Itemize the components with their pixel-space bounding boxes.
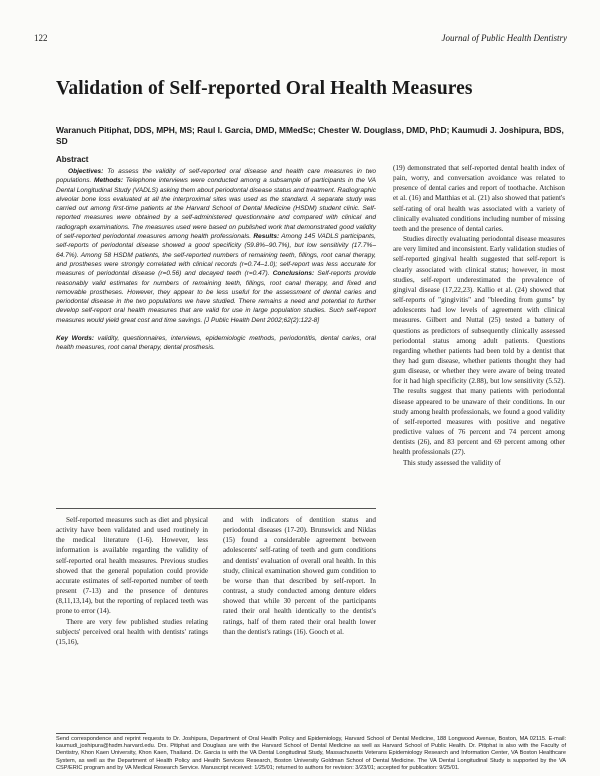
keywords-label: Key Words:: [56, 335, 95, 343]
page-number: 122: [34, 33, 48, 43]
results-label: Results:: [253, 233, 280, 241]
article-title: Validation of Self-reported Oral Health Measures: [56, 78, 473, 99]
abstract-divider: [56, 508, 376, 509]
body-paragraph: This study assessed the validity of: [403, 458, 501, 467]
body-column-right: [393, 163, 565, 468]
methods-text: Telephone interviews were conducted among a subsample of participants in the VA Dental Longitudinal Study (VADLS) asking them about periodontal disease status and treatment. Radiographic alveolar bone loss evaluated at all the interproximal sites was used as the standard. A separate study was carried out among first-time patients at the Harvard School of Dental Medicine (HSDM) student clinic. Self-reported measures were obtained by a self-administered questionnaire and compared with clinical and radiograph examinations. The measures used were based on published work that demonstrated good validity of self-reported periodontal measures among health professionals.: [56, 177, 376, 241]
author-list: Waranuch Pitiphat, DDS, MPH, MS; Raul I. Garcia, DMD, MMedSc; Chester W. Douglass, DMD, PhD; Kaumudi J. Joshipura, BDS, SD: [56, 125, 564, 146]
body-paragraph: Self-reported measures such as diet and physical activity have been validated and used routinely in the medical literature (1-6). However, less information is available regarding the validity of self-reported oral health measures. Previous studies showed that the general population could provide accurate estimates of self-reported number of teeth present (7-13) and the presence of dentures (8,11,13,14), but the reporting of replaced teeth was prone to error (14).: [56, 516, 208, 616]
footnote-divider: [56, 733, 146, 734]
journal-name: Journal of Public Health Dentistry: [441, 33, 567, 43]
body-paragraph: Studies directly evaluating periodontal disease measures are very limited and inconsistent. Early validation studies of self-reported gingival health suggested that self-report is clearly associated with clinical status; however, in most studies, self-report underestimated the prevalence of gingival disease (17,22,23). Kallio et al. (24) showed that self-reports of "gingivitis" and "bleeding from gums" by adolescents had low levels of agreement with clinical measures. Gilbert and Nuttal (25) tested a battery of questions as predictors of subsequently clinically assessed periodontal status among adult patients. Questions regarding whether patients had been told by a dentist that they had gum disease, whether patients thought they had gum disease, or whether they were aware of being treated for it had high specificity (2.88), but low sensitivity (5.52). The results suggest that many patients with periodontal disease appeared to be unaware of their conditions. In our study among health professionals, we found a good validity of self-reported measures with positive and negative predictive values of 76 percent and 74 percent among dentists (26), and 83 percent and 69 percent among other health professionals (27).: [393, 235, 565, 457]
body-paragraph: (19) demonstrated that self-reported dental health index of pain, worry, and conversation avoidance was related to presence of dental caries and report of toothache. Atchison et al. (16) and Matthias et al. (21) also showed that patient's self-rating of oral health was associated with a variety of clinically evaluated conditions including number of missing teeth and the presence of dental caries.: [393, 164, 565, 233]
abstract-heading: Abstract: [56, 155, 89, 164]
conclusions-label: Conclusions:: [272, 270, 315, 278]
body-paragraph: There are very few published studies relating subjects' perceived oral health with dentists' ratings (15,16),: [56, 617, 208, 646]
keywords-text: validity, questionnaires, interviews, epidemiologic methods, periodontitis, dental caries, oral health measures, root canal therapy, dental prosthesis.: [56, 335, 376, 352]
results-text: Among 145 VADLS participants, self-reports of periodontal disease showed a good specificity (59.8%–90.7%), but low sensitivity (17.7%–64.7%). Among 58 HSDM patients, the self-reported numbers of remaining teeth, fillings, root canal therapy, and prostheses were strongly correlated with clinical records (r=0.74–1.0); self-report was less accurate for measures of periodontal disease (r=0.56) and decayed teeth (r=0.47).: [56, 233, 376, 278]
conclusions-text: Self-reports provide reasonably valid estimates for numbers of remaining teeth, fillings, root canal therapy, and fixed and removable prostheses. However, they appear to be less useful for the assessment of dental caries and periodontal disease in the two populations we have studied. There remains a need and potential to further develop self-report oral health measures that are valid for use in large population studies. Such self-report measures would yield great cost and time savings. [J Public Health Dent 2002;62(2):122-8]: [56, 270, 376, 324]
body-paragraph: and with indicators of dentition status and periodontal diseases (17-20). Brunswick and Niklas (15) found a considerable agreement between adolescents' self-rating of teeth and gum conditions and dentists' evaluation of overall oral health. In this study, clinical examination showed gum condition to be worse than that described by self-report. In contrast, a study conducted among denture elders showed that while 30 percent of the participants rated their oral health identically to the dentist's ratings, half of them rated their oral health lower than the dentist's ratings (16). Gooch et al.: [223, 516, 376, 636]
correspondence-footnote: Send correspondence and reprint requests to Dr. Joshipura, Department of Oral Health Policy and Epidemiology, Harvard School of Dental Medicine, 188 Longwood Avenue, Boston, MA 02115. E-mail: kaumudi_joshipura@hsdm.harvard.edu. Drs. Pitiphat and Douglass are with the Harvard School of Dental Medicine as well as Harvard School of Public Health. Dr. Pitiphat is also with the Faculty of Dentistry, Khon Kaen University, Khon Kaen, Thailand. Dr. Garcia is with the VA Dental Longitudinal Study, Massachusetts Veterans Epidemiology Research and Information Center, VA Boston Healthcare System, as well as the Department of Health Policy and Health Services Research, Boston University Goldman School of Dental Medicine. The VA Dental Longitudinal Study is supported by the VA CSP/ERIC program and by VA Medical Research Service. Manuscript received: 1/25/01; returned to authors for revision: 3/23/01; accepted for publication: 9/25/01.: [56, 736, 566, 771]
body-column-left: [56, 515, 208, 647]
keywords: [56, 334, 376, 353]
body-column-middle: [223, 515, 376, 637]
abstract-block: [56, 155, 376, 353]
objectives-label: Objectives:: [68, 168, 104, 175]
abstract-text: [56, 167, 376, 325]
objectives-text: To assess the validity of self-reported oral disease and health care measures in two populations.: [56, 168, 376, 185]
methods-label: Methods:: [94, 177, 124, 185]
